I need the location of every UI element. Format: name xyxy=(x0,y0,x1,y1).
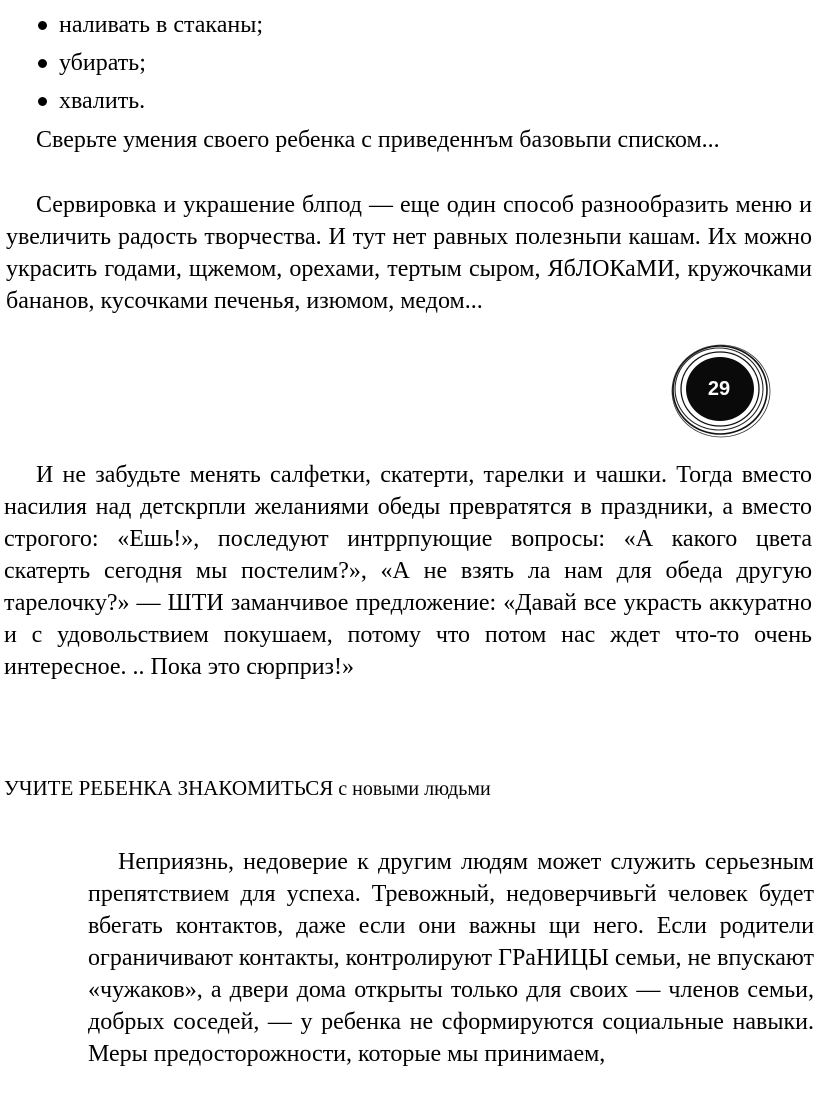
section-heading-caps: УЧИТЕ РЕБЕНКА ЗНАКОМИТЬСЯ xyxy=(4,776,334,800)
section-heading xyxy=(4,772,564,805)
list-item-text: убирать; xyxy=(59,50,146,76)
list-item-text: хвалить. xyxy=(59,88,146,114)
paragraph-serving: Сервировка и украшение блпод — еще один способ разнообразить меню и увеличить радость творчества. И тут нет равных полезньпи кашам. Их можно украсить годами, щжемом, орехами, тертым сыром, ЯбЛОКаМИ, кружочками бананов, кусочками печенья, изюмом, медом... xyxy=(6,192,812,314)
page-number: 29 xyxy=(707,378,731,400)
list-item xyxy=(36,44,263,82)
page-number-badge xyxy=(668,341,772,439)
bullet-icon xyxy=(38,21,47,30)
paragraph-distrust: Неприязнь, недоверие к другим людям может служить серьезным препятствием для успеха. Тревожный, недоверчивьгй человек будет вбегать контактов, даже если они важны щи него. Если родители ограничивают контакты, контролируют ГРаНИЦЫ семьи, не впускают «чужаков», а двери дома открыты только для своих — членов семьи, добрых соседей, — у ребенка не сформируются социальные навыки. Меры предосторожности, которые мы принимаем, xyxy=(88,849,814,1067)
paragraph-tablecloth: И не забудьте менять салфетки, скатерти, тарелки и чашки. Тогда вместо насилия над детскрпли желаниями обеды превратятся в праздники, а вместо строгого: «Ешь!», последуют интррпующие вопросы: «А какого цвета скатерть сегодня мы постелим?», «А не взять ла нам для обеда другую тарелочку?» — ШТИ заманчивое предложение: «Давай все украсть аккуратно и с удовольствием покушаем, потому что потом нас ждет что-то очень интересное. .. Пока это сюрприз!» xyxy=(4,462,812,680)
list-item xyxy=(36,6,263,44)
bullet-list xyxy=(36,6,263,120)
bullet-icon xyxy=(38,59,47,68)
list-item xyxy=(36,82,263,120)
list-item-text: наливать в стаканы; xyxy=(59,12,264,38)
bullet-icon xyxy=(38,97,47,106)
section-heading-rest: с новыми людьми xyxy=(333,778,491,800)
paragraph-compare-skills: Сверьте умения своего ребенка с приведеннъм базовьпи списком... xyxy=(36,127,720,153)
